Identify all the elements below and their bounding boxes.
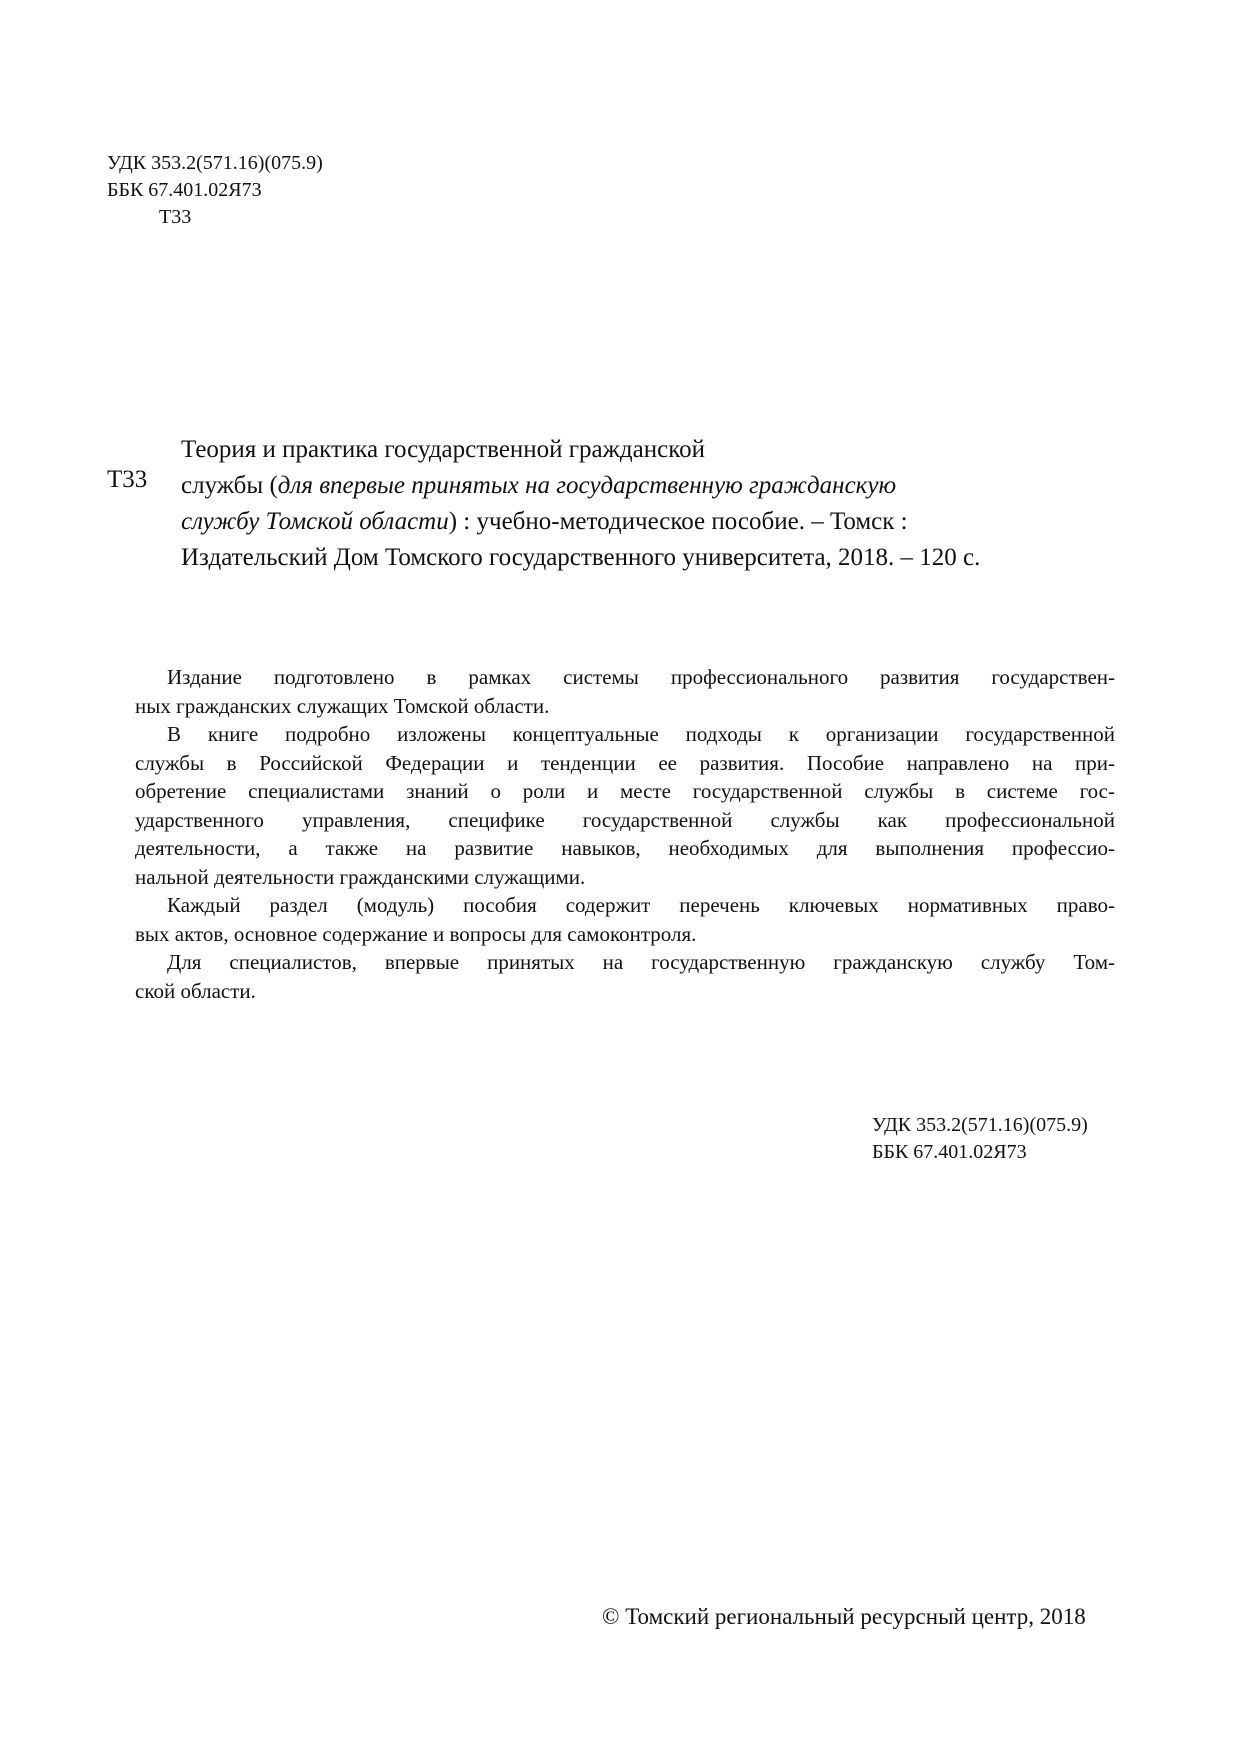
bibliographic-entry	[181, 432, 1141, 576]
biblio-line-3	[181, 504, 1141, 540]
biblio-line-2	[181, 468, 1141, 504]
annotation-line: ской области.	[135, 978, 256, 1003]
biblio-author-sign: Т33	[107, 466, 148, 493]
annotation-line: Издание подготовлено в рамках системы профессионального развития государствен-	[167, 665, 1115, 689]
annotation-line: ударственного управления, специфике государственной службы как профессиональной	[135, 807, 1115, 832]
udk-code: УДК 353.2(571.16)(075.9)	[107, 152, 323, 174]
biblio-line-2-italic: для впервые принятых на государственную гражданскую	[277, 472, 897, 499]
annotation-line: Каждый раздел (модуль) пособия содержит перечень ключевых нормативных право-	[167, 893, 1115, 917]
annotation-line: нальной деятельности гражданскими служащими.	[135, 864, 586, 889]
author-sign: Т33	[159, 206, 192, 228]
bottom-classification-codes	[872, 1112, 1088, 1166]
biblio-line-4: Издательский Дом Томского государственного университета, 2018. – 120 с.	[181, 544, 981, 571]
biblio-line-2-start: службы (	[181, 472, 278, 499]
annotation-line: вых актов, основное содержание и вопросы для самоконтроля.	[135, 921, 697, 946]
bbk-code: ББК 67.401.02Я73	[872, 1141, 1027, 1163]
top-classification-codes	[107, 150, 323, 231]
udk-code: УДК 353.2(571.16)(075.9)	[872, 1114, 1088, 1136]
annotation-line: В книге подробно изложены концептуальные подходы к организации государственной	[167, 722, 1115, 746]
annotation-line: деятельности, а также на развитие навыков, необходимых для выполнения профессио-	[135, 836, 1115, 860]
biblio-line-3-italic: службу Томской области	[181, 508, 449, 535]
annotation	[135, 663, 1115, 1005]
copyright: © Томский региональный ресурсный центр, 2018	[602, 1604, 1086, 1629]
annotation-line: службы в Российской Федерации и тенденции ее развития. Пособие направлено на при-	[135, 750, 1115, 775]
biblio-line-1: Теория и практика государственной гражданской	[181, 436, 705, 463]
biblio-line-3-rest: ) : учебно-методическое пособие. – Томск :	[448, 508, 908, 535]
bbk-code: ББК 67.401.02Я73	[107, 179, 262, 201]
annotation-line: ных гражданских служащих Томской области.	[135, 693, 550, 718]
annotation-line: Для специалистов, впервые принятых на государственную гражданскую службу Том-	[167, 950, 1115, 974]
annotation-line: обретение специалистами знаний о роли и месте государственной службы в системе гос-	[135, 779, 1115, 803]
